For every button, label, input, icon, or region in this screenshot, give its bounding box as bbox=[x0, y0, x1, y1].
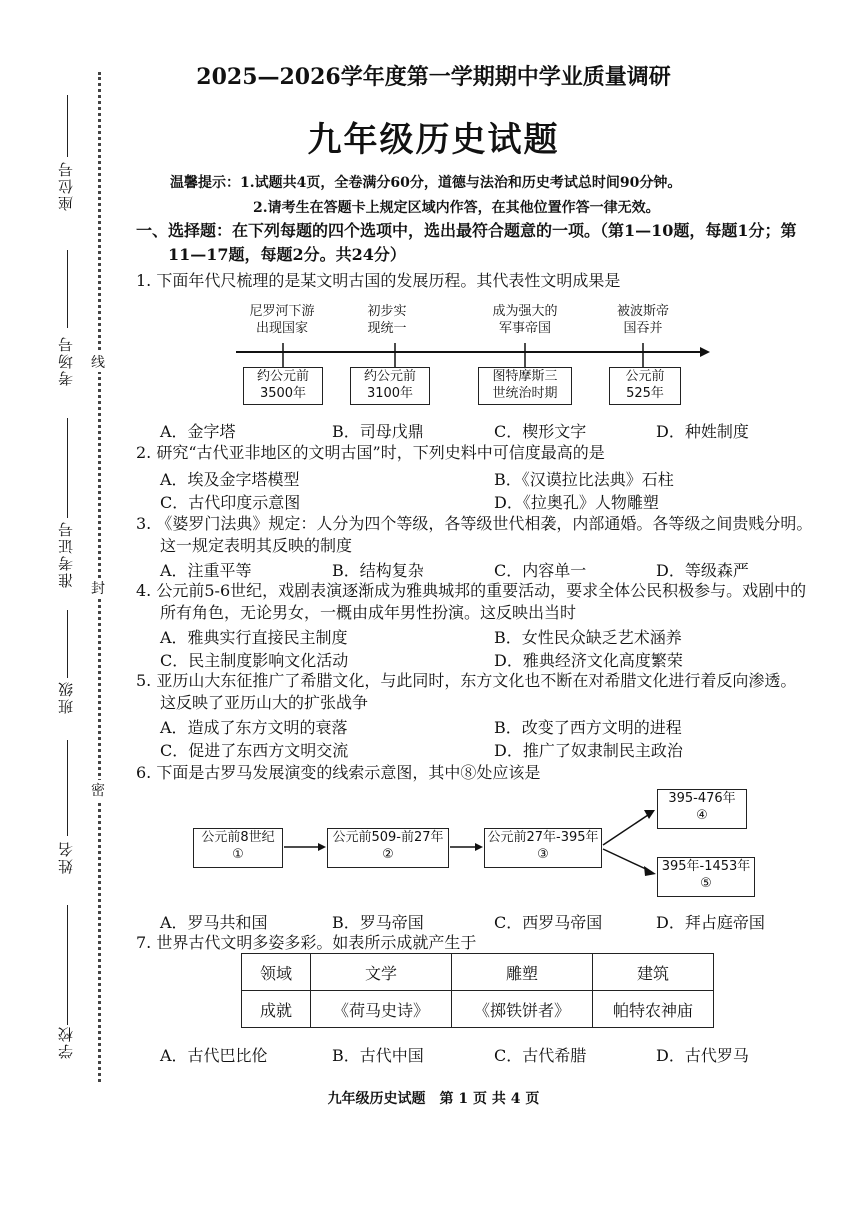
table-cell: 文学 bbox=[311, 954, 452, 991]
q4-stem-2: 所有角色，无论男女，一概由成年男性扮演。这反映出当时 bbox=[160, 603, 577, 622]
q7-option-c[interactable]: C．古代希腊 bbox=[494, 1046, 587, 1065]
q2-option-c[interactable]: C．古代印度示意图 bbox=[160, 493, 301, 512]
q3-option-c[interactable]: C．内容单一 bbox=[494, 561, 587, 580]
q4-option-d[interactable]: D．雅典经济文化高度繁荣 bbox=[494, 651, 683, 670]
exam-room-label: 考场号 bbox=[57, 335, 75, 386]
q7-option-b[interactable]: B．古代中国 bbox=[332, 1046, 424, 1065]
q2-option-a[interactable]: A．埃及金字塔模型 bbox=[160, 470, 300, 489]
q6-option-d[interactable]: D．拜占庭帝国 bbox=[656, 913, 765, 932]
q5-option-b[interactable]: B．改变了西方文明的进程 bbox=[494, 718, 682, 737]
flow-box-1-date: 公元前8世纪 bbox=[201, 830, 275, 845]
q5-option-a[interactable]: A．造成了东方文明的衰落 bbox=[160, 718, 348, 737]
q4-option-b[interactable]: B．女性民众缺乏艺术涵养 bbox=[494, 628, 682, 647]
page-footer: 九年级历史试题 第 1 页 共 4 页 bbox=[327, 1091, 540, 1107]
timeline-date-2: 约公元前 3100年 bbox=[350, 367, 430, 405]
timeline-date-1: 约公元前 3500年 bbox=[243, 367, 323, 405]
flow-box-3-num: ③ bbox=[537, 847, 549, 862]
q3-stem-2: 这一规定表明其反映的制度 bbox=[160, 536, 353, 555]
table-cell: 《荷马史诗》 bbox=[311, 991, 452, 1028]
timeline-event-4-top: 被波斯帝 国吞并 bbox=[616, 304, 669, 336]
table-cell: 建筑 bbox=[593, 954, 714, 991]
binding-char-line: 线 bbox=[91, 352, 105, 372]
flow-box-3-date: 公元前27年-395年 bbox=[487, 830, 599, 845]
tip-line-2: 2.请考生在答题卡上规定区域内作答，在其他位置作答一律无效。 bbox=[253, 200, 660, 216]
flow-box-1-num: ① bbox=[232, 847, 244, 862]
section-heading-line-2: 11—17题，每题2分。共24分） bbox=[168, 245, 406, 264]
q7-stem: 7. 世界古代文明多姿多彩。如表所示成就产生于 bbox=[136, 933, 477, 952]
exam-title: 2025—2026学年度第一学期期中学业质量调研 bbox=[196, 64, 671, 90]
q3-option-b[interactable]: B．结构复杂 bbox=[332, 561, 424, 580]
q6-option-b[interactable]: B．罗马帝国 bbox=[332, 913, 424, 932]
table-cell: 帕特农神庙 bbox=[593, 991, 714, 1028]
q1-option-a[interactable]: A．金字塔 bbox=[160, 422, 236, 441]
q6-stem: 6. 下面是古罗马发展演变的线索示意图，其中⑧处应该是 bbox=[136, 763, 541, 782]
q5-stem-1: 5. 亚历山大东征推广了希腊文化，与此同时，东方文化也不断在对希腊文化进行着反向渗透。 bbox=[136, 671, 797, 690]
tip-line-1: 温馨提示：1.试题共4页，全卷满分60分，道德与法治和历史考试总时间90分钟。 bbox=[170, 175, 682, 191]
flow-box-2-date: 公元前509-前27年 bbox=[332, 830, 444, 845]
q5-option-d[interactable]: D．推广了奴隶制民主政治 bbox=[494, 741, 683, 760]
q5-option-c[interactable]: C．促进了东西方文明交流 bbox=[160, 741, 349, 760]
binding-char-seal: 封 bbox=[91, 578, 105, 598]
seat-number-label: 座位号 bbox=[57, 160, 75, 211]
q1-stem: 1. 下面年代尺梳理的是某文明古国的发展历程。其代表性文明成果是 bbox=[136, 271, 621, 290]
timeline-event-3-top: 成为强大的 军事帝国 bbox=[492, 304, 558, 336]
q4-option-a[interactable]: A．雅典实行直接民主制度 bbox=[160, 628, 348, 647]
table-header-row bbox=[242, 954, 714, 991]
flow-box-4-date: 395-476年 bbox=[668, 791, 736, 806]
table-cell: 领域 bbox=[242, 954, 311, 991]
q3-option-d[interactable]: D．等级森严 bbox=[656, 561, 749, 580]
table-row bbox=[242, 991, 714, 1028]
section-heading-line-1: 一、选择题：在下列每题的四个选项中，选出最符合题意的一项。（第1—10题，每题1分；第 bbox=[136, 221, 797, 240]
q7-achievement-table bbox=[241, 953, 714, 1028]
subject-title: 九年级历史试题 bbox=[307, 120, 560, 160]
q7-option-a[interactable]: A．古代巴比伦 bbox=[160, 1046, 268, 1065]
q1-option-c[interactable]: C．楔形文字 bbox=[494, 422, 587, 441]
table-cell: 雕塑 bbox=[452, 954, 593, 991]
school-label: 学校 bbox=[57, 1025, 75, 1059]
table-cell: 《掷铁饼者》 bbox=[452, 991, 593, 1028]
name-label: 姓名 bbox=[57, 840, 75, 874]
q2-option-d[interactable]: D．《拉奥孔》人物雕塑 bbox=[494, 493, 659, 512]
q4-stem-1: 4. 公元前5-6世纪，戏剧表演逐渐成为雅典城邦的重要活动，要求全体公民积极参与。戏剧中的 bbox=[136, 581, 807, 600]
class-label: 班级 bbox=[57, 680, 75, 714]
q6-option-a[interactable]: A．罗马共和国 bbox=[160, 913, 268, 932]
q3-option-a[interactable]: A．注重平等 bbox=[160, 561, 252, 580]
binding-char-secret: 密 bbox=[91, 780, 105, 800]
flow-box-2-num: ② bbox=[382, 847, 394, 862]
q5-stem-2: 这反映了亚历山大的扩张战争 bbox=[160, 693, 369, 712]
q3-stem-1: 3. 《婆罗门法典》规定：人分为四个等级，各等级世代相袭，内部通婚。各等级之间贵贱分明。 bbox=[136, 514, 813, 533]
timeline-date-4: 公元前 525年 bbox=[609, 367, 681, 405]
q1-option-d[interactable]: D．种姓制度 bbox=[656, 422, 749, 441]
q7-option-d[interactable]: D．古代罗马 bbox=[656, 1046, 749, 1065]
flow-box-5-num: ⑤ bbox=[700, 876, 712, 891]
q2-stem: 2. 研究“古代亚非地区的文明古国”时，下列史料中可信度最高的是 bbox=[136, 443, 605, 462]
timeline-event-2-top: 初步实 现统一 bbox=[367, 304, 407, 336]
table-cell: 成就 bbox=[242, 991, 311, 1028]
q6-option-c[interactable]: C．西罗马帝国 bbox=[494, 913, 603, 932]
q4-option-c[interactable]: C．民主制度影响文化活动 bbox=[160, 651, 349, 670]
q1-option-b[interactable]: B．司母戊鼎 bbox=[332, 422, 424, 441]
timeline-event-1-top: 尼罗河下游 出现国家 bbox=[249, 304, 315, 336]
q2-option-b[interactable]: B．《汉谟拉比法典》石柱 bbox=[494, 470, 674, 489]
flow-box-5-date: 395年-1453年 bbox=[661, 859, 751, 874]
ticket-number-label: 准考证号 bbox=[57, 520, 75, 588]
flow-box-4-num: ④ bbox=[696, 808, 708, 823]
timeline-date-3: 图特摩斯三 世统治时期 bbox=[478, 367, 572, 405]
